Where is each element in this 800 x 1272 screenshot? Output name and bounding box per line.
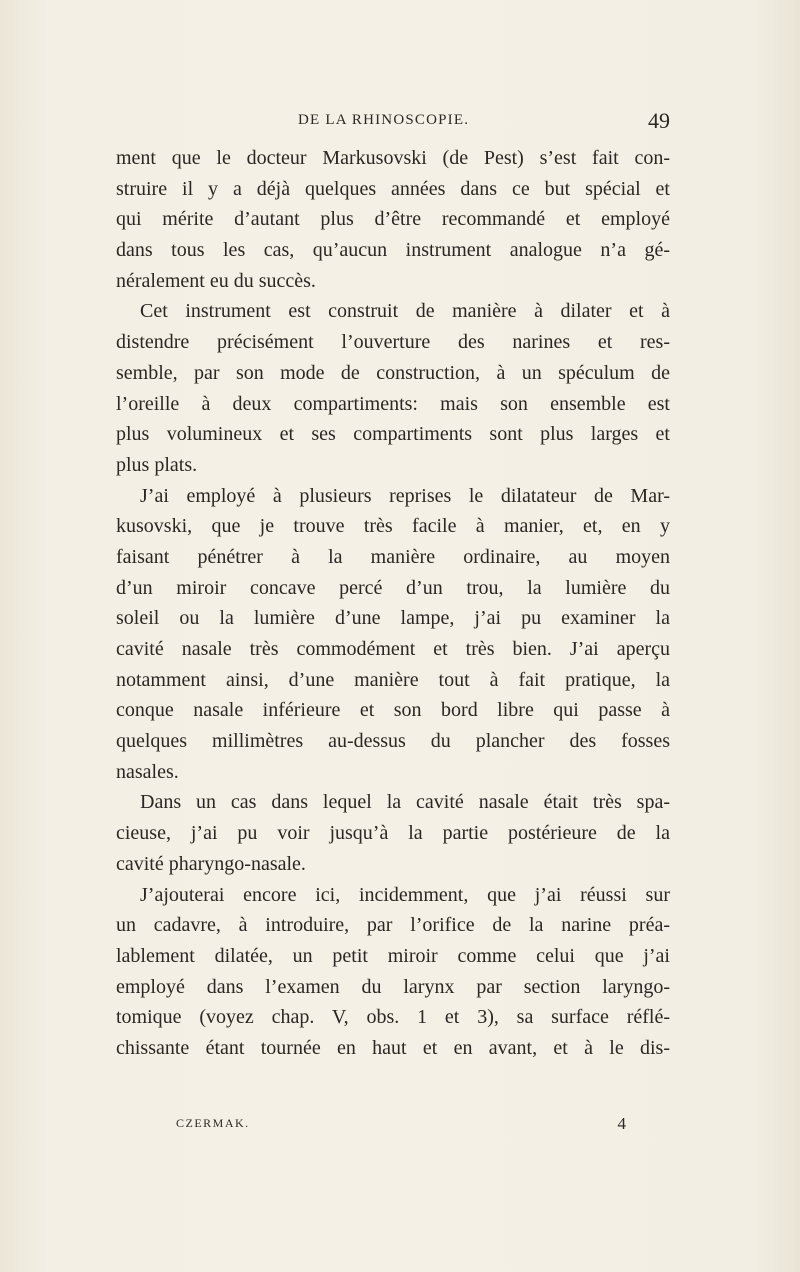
text-line: soleil ou la lumière d’une lampe, j’ai pu examiner la (116, 607, 670, 630)
sheet-number: 4 (617, 1114, 626, 1133)
text-line: semble, par son mode de construction, à un spéculum de (116, 361, 670, 384)
text-line: cieuse, j’ai pu voir jusqu’à la partie postérieure de la (116, 822, 670, 845)
text-line: employé dans l’examen du larynx par section laryngo- (116, 975, 670, 998)
printer-signature: CZERMAK. (176, 1116, 250, 1130)
text-line: ment que le docteur Markusovski (de Pest) s’est fait con- (116, 147, 670, 169)
text-line: un cadavre, à introduire, par l’orifice de la narine préa- (116, 914, 670, 937)
text-line: notamment ainsi, d’une manière tout à fait pratique, la (116, 668, 670, 691)
text-line: lablement dilatée, un petit miroir comme celui que j’ai (116, 944, 670, 967)
text-line: qui mérite d’autant plus d’être recommandé et employé (116, 208, 670, 231)
text-line: J’ajouterai encore ici, incidemment, que j’ai réussi sur (140, 883, 670, 906)
text-line: d’un miroir concave percé d’un trou, la lumière du (116, 576, 670, 599)
body-text (116, 143, 670, 1064)
running-head (118, 108, 670, 136)
running-title: DE LA RHINOSCOPIE. (298, 112, 470, 128)
text-line: Cet instrument est construit de manière à dilater et à (140, 300, 670, 323)
text-line: tomique (voyez chap. V, obs. 1 et 3), sa surface réflé- (116, 1006, 670, 1029)
text-line: J’ai employé à plusieurs reprises le dilatateur de Mar- (140, 484, 670, 507)
text-line: plus volumineux et ses compartiments sont plus larges et (116, 423, 670, 446)
text-line: kusovski, que je trouve très facile à manier, et, en y (116, 515, 670, 538)
page-number: 49 (648, 108, 670, 133)
text-line: conque nasale inférieure et son bord libre qui passe à (116, 699, 670, 722)
text-line: plus plats. (116, 453, 198, 476)
page-footer (176, 1114, 626, 1134)
text-line: nasales. (116, 760, 179, 783)
text-line: faisant pénétrer à la manière ordinaire, au moyen (116, 545, 670, 568)
text-line: néralement eu du succès. (116, 269, 316, 292)
text-line: l’oreille à deux compartiments: mais son ensemble est (116, 392, 670, 415)
text-line: cavité nasale très commodément et très bien. J’ai aperçu (116, 638, 670, 660)
text-line: Dans un cas dans lequel la cavité nasale était très spa- (140, 791, 670, 814)
text-line: struire il y a déjà quelques années dans ce but spécial et (116, 177, 670, 200)
text-line: chissante étant tournée en haut et en avant, et à le dis- (116, 1036, 670, 1059)
text-line: cavité pharyngo-nasale. (116, 852, 306, 875)
text-line: dans tous les cas, qu’aucun instrument analogue n’a gé- (116, 239, 670, 262)
text-line: quelques millimètres au-dessus du plancher des fosses (116, 730, 670, 753)
text-line: distendre précisément l’ouverture des narines et res- (116, 331, 670, 354)
